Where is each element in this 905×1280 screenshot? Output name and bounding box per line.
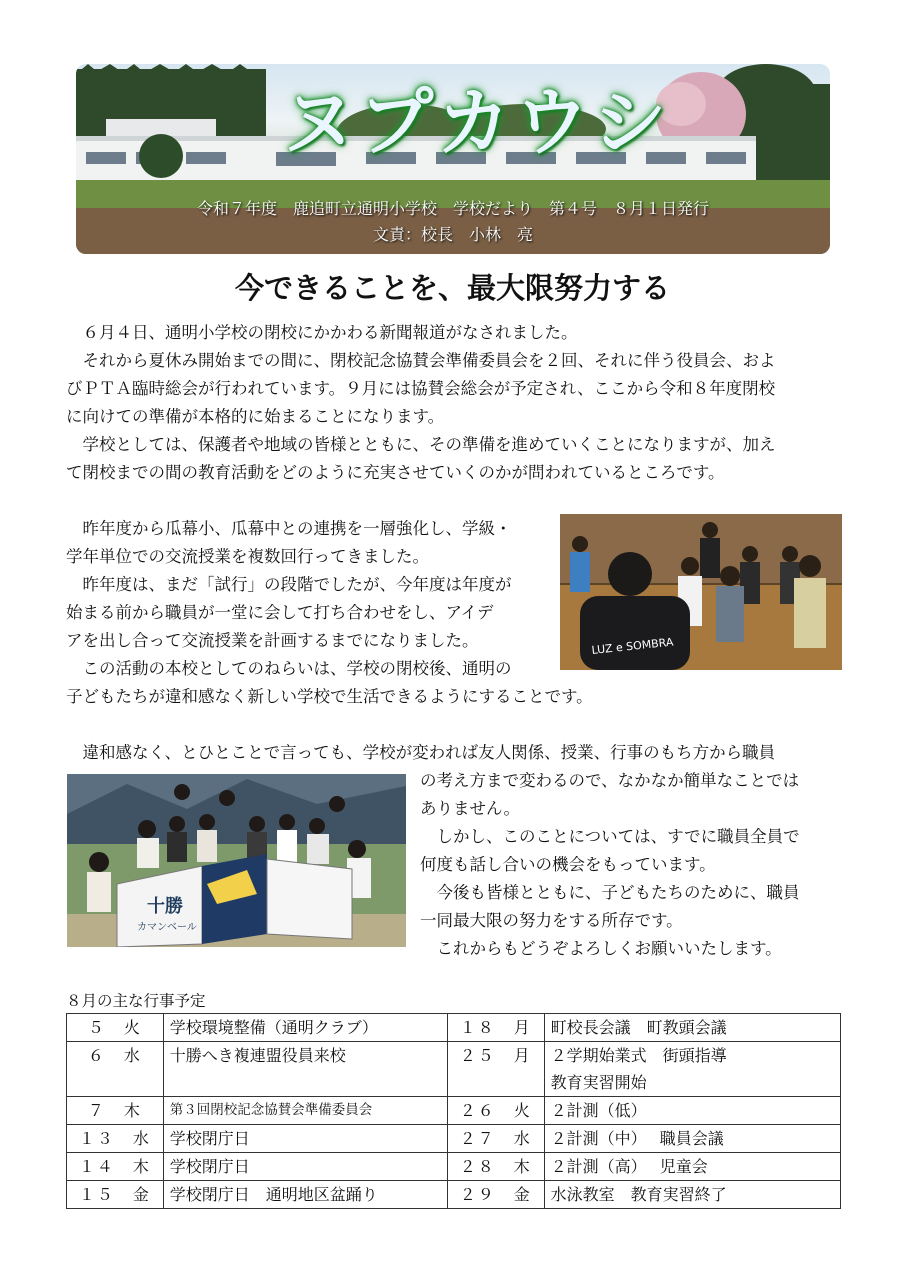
paragraph-line: びＰＴＡ臨時総会が行われています。９月には協賛会総会が予定され、ここから令和８年度閉校 xyxy=(66,379,776,398)
event-line: ２学期始業式 街頭指導 xyxy=(550,1046,727,1065)
date-cell: １８ 月 xyxy=(447,1014,544,1042)
table-row xyxy=(67,1014,841,1042)
paragraph-line: 昨年度は、まだ「試行」の段階でしたが、今年度は年度が xyxy=(66,575,512,594)
schedule-table xyxy=(66,1013,841,1209)
event-cell: ２計測（高） 児童会 xyxy=(544,1153,840,1181)
paragraph-line: 昨年度から瓜幕小、瓜幕中との連携を一層強化し、学級・ xyxy=(66,519,512,538)
event-cell: 十勝へき複連盟役員来校 xyxy=(163,1042,447,1097)
date-cell: ７ 木 xyxy=(67,1097,164,1125)
article-headline: 今できることを、最大限努力する xyxy=(234,271,670,305)
header-banner xyxy=(76,64,830,254)
date-cell: １３ 水 xyxy=(67,1125,164,1153)
gym-class-photo xyxy=(560,514,842,670)
paragraph-line: 子どもたちが違和感なく新しい学校で生活できるようにすることです。 xyxy=(66,687,593,706)
group-photo xyxy=(67,774,406,947)
paragraph-line: アを出し合って交流授業を計画するまでになりました。 xyxy=(66,631,479,650)
date-cell: ２９ 金 xyxy=(447,1181,544,1209)
date-cell: ５ 火 xyxy=(67,1014,164,1042)
event-cell xyxy=(544,1042,840,1097)
paragraph-line: 学年単位での交流授業を複数回行ってきました。 xyxy=(66,547,429,566)
event-cell: 第３回閉校記念協賛会準備委員会 xyxy=(163,1097,447,1125)
date-cell: ６ 水 xyxy=(67,1042,164,1097)
schedule-title: ８月の主な行事予定 xyxy=(66,992,206,1010)
event-cell: 学校閉庁日 xyxy=(163,1125,447,1153)
paragraph-line: て閉校までの間の教育活動をどのように充実させていくのかが問われているところです。 xyxy=(66,463,725,482)
date-cell: ２８ 木 xyxy=(447,1153,544,1181)
paragraph-line: に向けての準備が本格的に始まることになります。 xyxy=(66,407,445,426)
table-row xyxy=(67,1097,841,1125)
date-cell: １４ 木 xyxy=(67,1153,164,1181)
paragraph-line: この活動の本校としてのねらいは、学校の閉校後、通明の xyxy=(66,659,512,678)
date-cell: １５ 金 xyxy=(67,1181,164,1209)
paragraph-line: これからもどうぞよろしくお願いいたします。 xyxy=(420,939,782,958)
event-cell: ２計測（中） 職員会議 xyxy=(544,1125,840,1153)
paragraph-line: それから夏休み開始までの間に、閉校記念協賛会準備委員会を２回、それに伴う役員会、およ xyxy=(66,351,776,370)
paragraph-line: 違和感なく、とひとことで言っても、学校が変われば友人関係、授業、行事のもち方から職員 xyxy=(66,743,776,762)
shirt-print-text: LUZ e SOMBRA xyxy=(590,635,675,657)
table-row xyxy=(67,1125,841,1153)
board-sub-text: カマンベール xyxy=(137,922,197,933)
paragraph-line: 始まる前から職員が一堂に会して打ち合わせをし、アイデ xyxy=(66,603,494,622)
paragraph-line: ６月４日、通明小学校の閉校にかかわる新聞報道がなされました。 xyxy=(66,323,578,342)
event-cell: 水泳教室 教育実習終了 xyxy=(544,1181,840,1209)
event-line: 教育実習開始 xyxy=(550,1073,647,1092)
paragraph-line: 何度も話し合いの機会をもっています。 xyxy=(420,855,716,874)
event-cell: 町校長会議 町教頭会議 xyxy=(544,1014,840,1042)
event-cell: ２計測（低） xyxy=(544,1097,840,1125)
date-cell: ２６ 火 xyxy=(447,1097,544,1125)
table-row xyxy=(67,1042,841,1097)
paragraph-line: 学校としては、保護者や地域の皆様とともに、その準備を進めていくことになりますが、加え xyxy=(66,435,776,454)
paragraph-line: 一同最大限の努力をする所存です。 xyxy=(420,911,683,930)
date-cell: ２７ 水 xyxy=(447,1125,544,1153)
table-row xyxy=(67,1181,841,1209)
date-cell: ２５ 月 xyxy=(447,1042,544,1097)
event-cell: 学校閉庁日 通明地区盆踊り xyxy=(163,1181,447,1209)
author-info: 文責：校長 小林 亮 xyxy=(372,225,533,244)
event-cell: 学校閉庁日 xyxy=(163,1153,447,1181)
paragraph-line: 今後も皆様とともに、子どもたちのために、職員 xyxy=(420,883,800,902)
table-row xyxy=(67,1153,841,1181)
event-cell: 学校環境整備（通明クラブ） xyxy=(163,1014,447,1042)
newsletter-title: ヌプカウシ xyxy=(281,80,671,166)
issue-info: 令和７年度 鹿追町立通明小学校 学校だより 第４号 ８月１日発行 xyxy=(196,199,709,218)
paragraph-line: しかし、このことについては、すでに職員全員で xyxy=(420,827,800,846)
paragraph-line: ありません。 xyxy=(420,799,520,818)
board-text: 十勝 xyxy=(147,896,183,917)
paragraph-line: の考え方まで変わるので、なかなか簡単なことでは xyxy=(420,771,800,790)
